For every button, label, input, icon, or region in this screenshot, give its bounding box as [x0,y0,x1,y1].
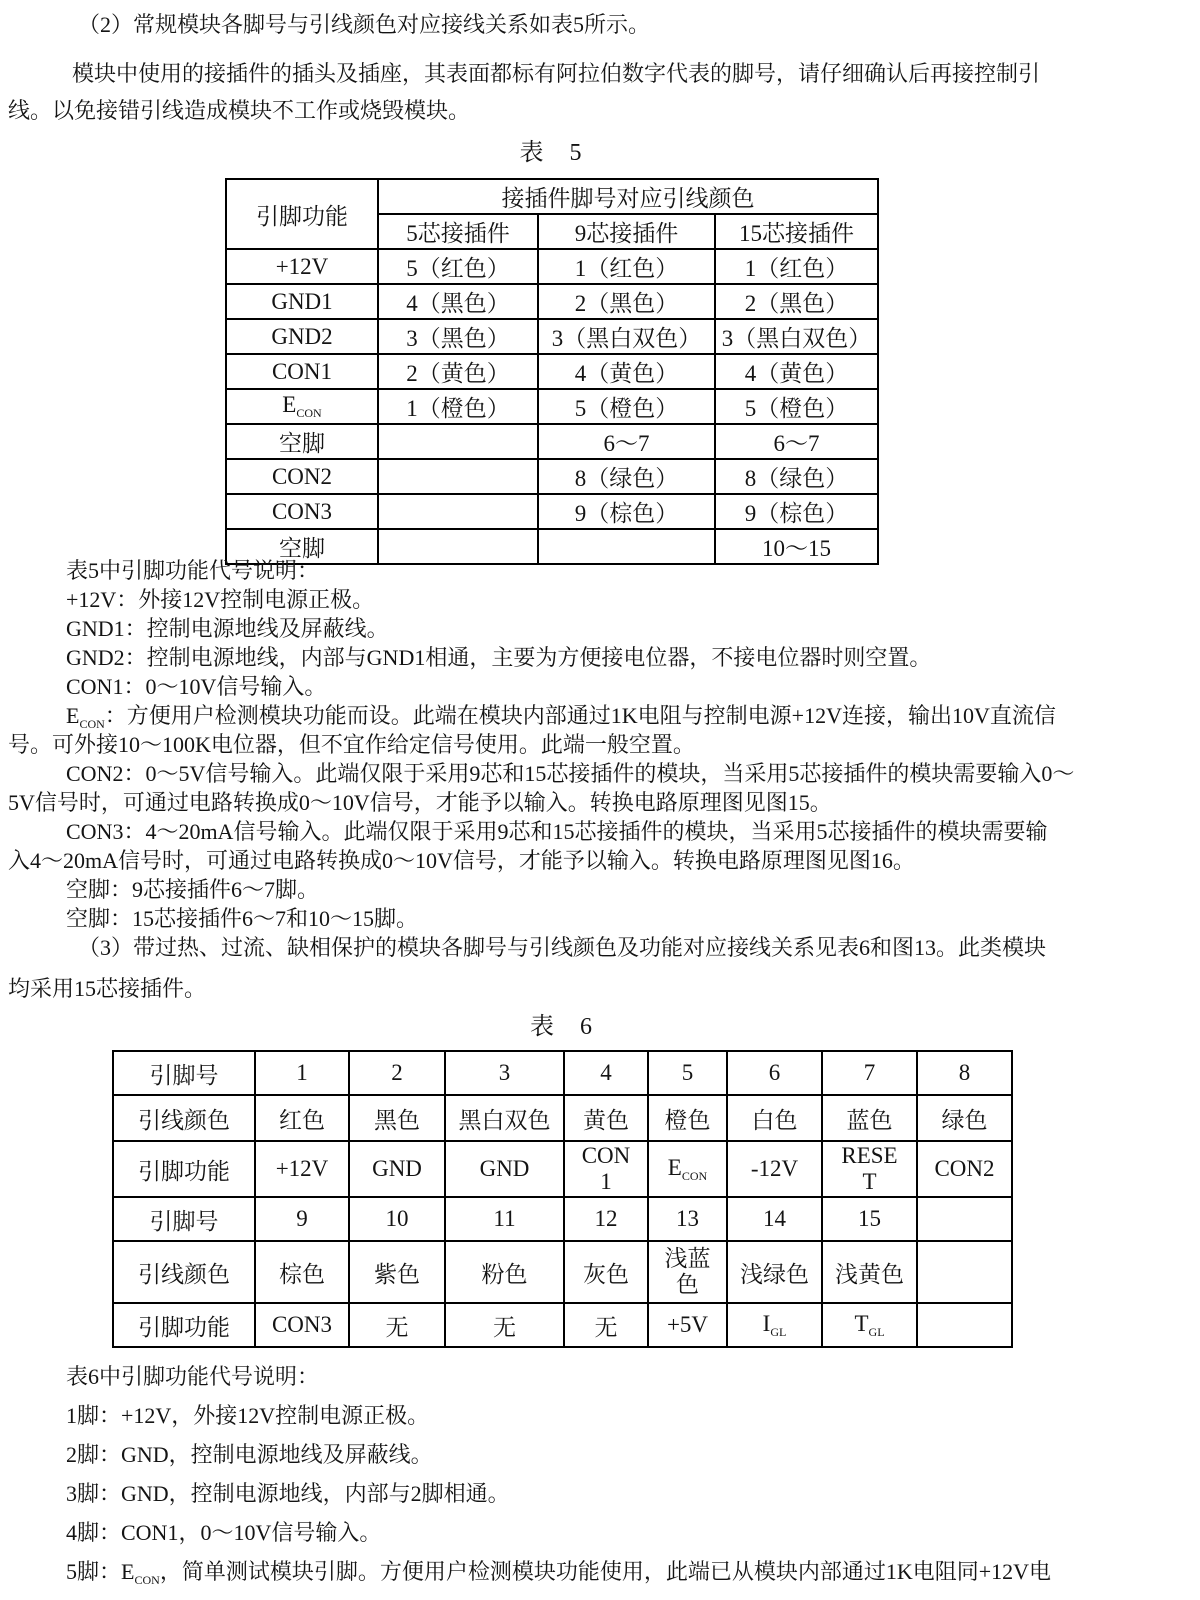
t6-pin-cell: 15 [822,1197,917,1241]
note-line: 空脚：9芯接插件6～7脚。 [66,877,320,902]
table5-row-con1 [226,354,878,389]
table5-function-header-cell: 引脚功能 [226,179,378,249]
cell-line: 1 [600,1169,612,1194]
t6-func-cell: 无 [445,1303,564,1347]
t6-func-cell: CON3 [255,1303,349,1347]
t5-func-cell: GND2 [226,319,378,354]
note-line: 表5中引脚功能代号说明： [66,558,320,583]
t6-color-cell: 绿色 [917,1095,1012,1141]
intro-paragraph-2-line-1: 模块中使用的接插件的插头及插座，其表面都标有阿拉伯数字代表的脚号，请仔细确认后再接控制引 [72,61,1041,86]
t6-color-cell: 橙色 [648,1095,727,1141]
t5-pin15-cell: 1（红色） [715,249,878,284]
t6-color-cell: 浅绿色 [727,1241,822,1303]
t6-color-cell: 黑白双色 [445,1095,564,1141]
t6-pin-cell: 5 [648,1051,727,1095]
t6-func-cell-reset [822,1141,917,1197]
tgl-subscript: GL [868,1324,885,1339]
note-line: +12V：外接12V控制电源正极。 [66,587,375,612]
t6-pin-cell: 3 [445,1051,564,1095]
table5-group-header-cell: 接插件脚号对应引线颜色 [378,179,878,214]
t6-pin-cell: 13 [648,1197,727,1241]
table5-subheader-9pin: 9芯接插件 [538,214,715,249]
t5-func-cell [226,389,378,424]
t6-row-label: 引线颜色 [113,1095,255,1141]
econ-label: E [282,392,297,417]
t5-pin15-cell: 4（黄色） [715,354,878,389]
t5-func-cell: 空脚 [226,529,378,564]
econ-subscript: CON [134,1573,160,1587]
note-line: 入4～20mA信号时，可通过电路转换成0～10V信号，才能予以输入。转换电路原理图见图16。 [8,848,915,873]
table6-wire-color-row-top [113,1095,1012,1141]
table5-row-gnd1 [226,284,878,319]
note-text: ：方便用户检测模块功能而设。此端在模块内部通过1K电阻与控制电源+12V连接，输出10V直流信 [104,703,1056,728]
table5-header-row-1 [226,179,878,214]
t6-row-label: 引脚功能 [113,1141,255,1197]
tgl-label: T [854,1310,869,1336]
t6-pin-cell: 7 [822,1051,917,1095]
cell-line: 浅蓝 [664,1246,711,1271]
t5-pin5-cell [378,494,538,529]
t6-pin-cell: 14 [727,1197,822,1241]
note-line: 表6中引脚功能代号说明： [66,1364,320,1389]
t6-pin-cell: 8 [917,1051,1012,1095]
igl-label: I [762,1310,771,1336]
note-line: CON1：0～10V信号输入。 [66,674,327,699]
t6-color-cell: 黑色 [349,1095,445,1141]
t5-pin15-cell: 10～15 [715,529,878,564]
t5-pin9-cell: 9（棕色） [538,494,715,529]
note-text: ，简单测试模块引脚。方便用户检测模块功能使用，此端已从模块内部通过1K电阻同+12V电 [159,1559,1051,1584]
t5-pin9-cell: 5（橙色） [538,389,715,424]
note-line: 2脚：GND，控制电源地线及屏蔽线。 [66,1442,433,1467]
note-line: （3）带过热、过流、缺相保护的模块各脚号与引线颜色及功能对应接线关系见表6和图13。此类模块 [78,935,1047,960]
table6-function-row-bottom [113,1303,1012,1347]
t6-func-cell: 无 [564,1303,648,1347]
t6-func-cell: CON2 [917,1141,1012,1197]
table6-function-row-top [113,1141,1012,1197]
econ-label: E [66,703,80,728]
table6-pin-number-row-top [113,1051,1012,1095]
t6-func-cell-con1 [564,1141,648,1197]
t6-pin-cell: 12 [564,1197,648,1241]
t5-pin5-cell: 1（橙色） [378,389,538,424]
t6-color-cell: 灰色 [564,1241,648,1303]
t5-pin15-cell: 2（黑色） [715,284,878,319]
note-line-pin5 [8,1552,1192,1591]
econ-label: E [667,1154,682,1180]
t5-func-cell: CON3 [226,494,378,529]
t5-pin5-cell [378,424,538,459]
t5-func-cell: GND1 [226,284,378,319]
t6-pin-cell: 6 [727,1051,822,1095]
t6-color-cell: 白色 [727,1095,822,1141]
cell-line: CON [581,1143,631,1168]
t6-func-cell-igl [727,1303,822,1347]
cell-line: T [862,1169,877,1194]
table5-row-kongjiao-1 [226,424,878,459]
note-line: 空脚：15芯接插件6～7和10～15脚。 [66,906,419,931]
t5-pin9-cell: 6～7 [538,424,715,459]
table6-notes [8,1357,1192,1591]
t6-pin-cell: 1 [255,1051,349,1095]
t6-func-cell: 无 [349,1303,445,1347]
t6-row-label: 引脚功能 [113,1303,255,1347]
note-line: CON3：4～20mA信号输入。此端仅限于采用9芯和15芯接插件的模块，当采用5芯接插件的模块需要输 [66,819,1048,844]
t6-row-label: 引脚号 [113,1051,255,1095]
note-line: 5V信号时，可通过电路转换成0～10V信号，才能予以输入。转换电路原理图见图15。 [8,790,832,815]
note-line: 号。可外接10～100K电位器，但不宜作给定信号使用。此端一般空置。 [8,732,695,757]
table5-notes [8,556,1192,1003]
t6-pin-cell: 2 [349,1051,445,1095]
t5-func-cell: 空脚 [226,424,378,459]
t5-pin9-cell: 1（红色） [538,249,715,284]
note-line: CON2：0～5V信号输入。此端仅限于采用9芯和15芯接插件的模块，当采用5芯接插件的模块需要输入0～ [66,761,1075,786]
table5-row-con3 [226,494,878,529]
t5-func-cell: CON1 [226,354,378,389]
note-line: 3脚：GND，控制电源地线，内部与2脚相通。 [66,1481,510,1506]
t5-pin5-cell: 5（红色） [378,249,538,284]
t5-pin15-cell: 6～7 [715,424,878,459]
t5-pin15-cell: 5（橙色） [715,389,878,424]
table5-row-econ [226,389,878,424]
t6-row-label: 引脚号 [113,1197,255,1241]
intro-paragraph-1: （2）常规模块各脚号与引线颜色对应接线关系如表5所示。 [78,12,651,37]
note-line: 1脚：+12V，外接12V控制电源正极。 [66,1403,430,1428]
note-line-econ [8,701,1192,730]
note-line: GND2：控制电源地线，内部与GND1相通，主要为方便接电位器，不接电位器时则空置。 [66,645,932,670]
table6 [112,1050,1013,1348]
note-line: 均采用15芯接插件。 [8,976,207,1001]
econ-subscript: CON [296,406,322,420]
econ-label: E [121,1559,135,1584]
t6-color-cell-lightblue [648,1241,727,1303]
t6-pin-cell: 4 [564,1051,648,1095]
t6-func-cell: -12V [727,1141,822,1197]
t5-func-cell: CON2 [226,459,378,494]
table6-caption: 表 6 [530,1014,593,1040]
t6-color-cell: 黄色 [564,1095,648,1141]
table6-wire-color-row-bottom [113,1241,1012,1303]
t6-func-cell: GND [445,1141,564,1197]
t6-color-cell: 棕色 [255,1241,349,1303]
cell-line: 色 [676,1272,699,1297]
t5-pin5-cell: 2（黄色） [378,354,538,389]
table5-subheader-15pin: 15芯接插件 [715,214,878,249]
t6-func-cell-tgl [822,1303,917,1347]
t5-pin5-cell: 4（黑色） [378,284,538,319]
econ-subscript: CON [79,717,105,731]
t6-pin-cell-empty [917,1197,1012,1241]
t6-color-cell: 蓝色 [822,1095,917,1141]
table5-caption: 表 5 [519,140,583,166]
t5-pin9-cell: 4（黄色） [538,354,715,389]
note-line: 4脚：CON1，0～10V信号输入。 [66,1520,382,1545]
t6-pin-cell: 11 [445,1197,564,1241]
t6-func-cell: +12V [255,1141,349,1197]
t6-pin-cell: 10 [349,1197,445,1241]
t5-pin15-cell: 8（绿色） [715,459,878,494]
t5-pin15-cell: 9（棕色） [715,494,878,529]
t5-pin15-cell: 3（黑白双色） [715,319,878,354]
t6-func-cell-econ [648,1141,727,1197]
t6-func-cell: GND [349,1141,445,1197]
table5-row-12v [226,249,878,284]
t6-pin-cell: 9 [255,1197,349,1241]
t6-color-cell: 红色 [255,1095,349,1141]
table5-row-con2 [226,459,878,494]
t6-color-cell: 浅黄色 [822,1241,917,1303]
t6-color-cell-empty [917,1241,1012,1303]
t6-color-cell: 紫色 [349,1241,445,1303]
t5-pin5-cell: 3（黑色） [378,319,538,354]
t6-color-cell: 粉色 [445,1241,564,1303]
t5-pin9-cell: 8（绿色） [538,459,715,494]
intro-paragraph-2-line-2: 线。以免接错引线造成模块不工作或烧毁模块。 [8,98,471,123]
note-line: GND1：控制电源地线及屏蔽线。 [66,616,389,641]
t6-row-label: 引线颜色 [113,1241,255,1303]
t5-func-cell: +12V [226,249,378,284]
note-text: 5脚： [66,1559,122,1584]
table6-pin-number-row-bottom [113,1197,1012,1241]
igl-subscript: GL [770,1324,787,1339]
table5-row-gnd2 [226,319,878,354]
t6-func-cell: +5V [648,1303,727,1347]
econ-subscript: CON [681,1168,708,1183]
table5-subheader-5pin: 5芯接插件 [378,214,538,249]
t6-func-cell-empty [917,1303,1012,1347]
t5-pin9-cell: 3（黑白双色） [538,319,715,354]
t5-pin9-cell: 2（黑色） [538,284,715,319]
cell-line: RESE [841,1143,898,1168]
t5-pin5-cell [378,459,538,494]
table5 [225,178,879,565]
